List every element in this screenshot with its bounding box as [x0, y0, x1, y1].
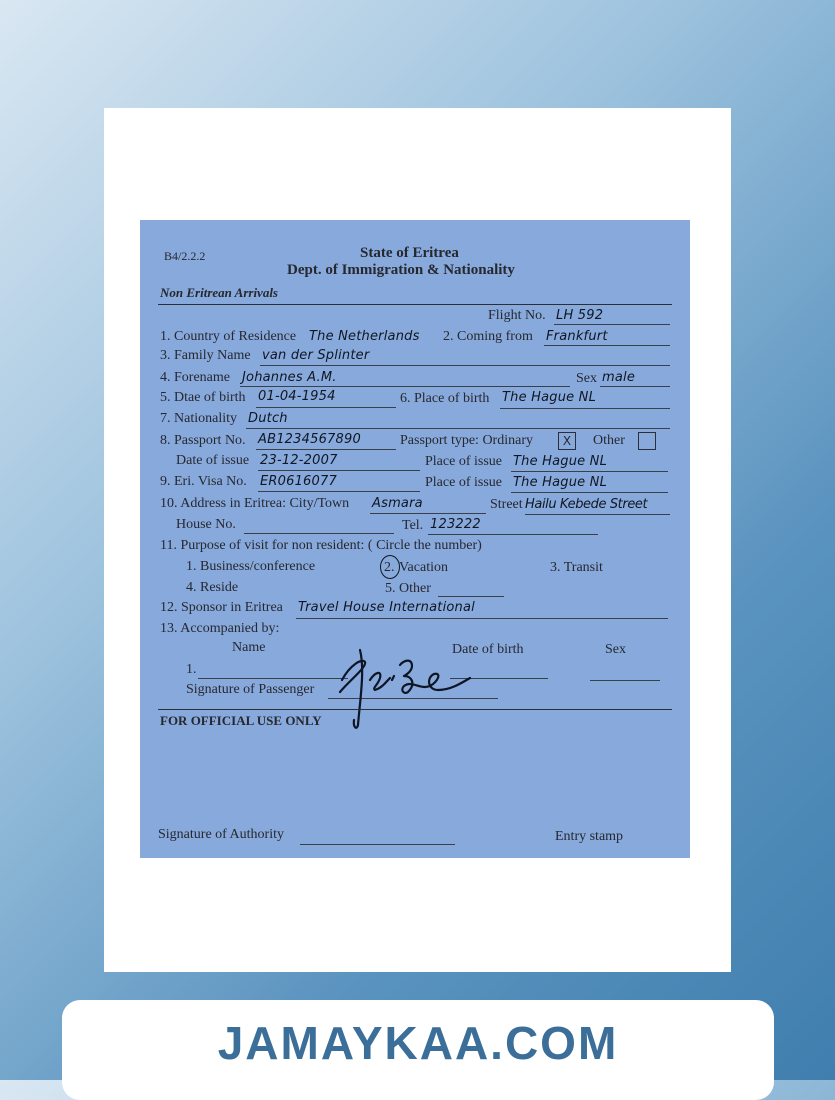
purpose-label: 11. Purpose of visit for non resident: ( Circle the number): [160, 538, 482, 553]
pob-line: [500, 408, 670, 409]
visa-value: ER0616077: [260, 474, 337, 489]
col-name-header: Name: [232, 640, 266, 655]
coming-label: 2. Coming from: [443, 329, 533, 344]
passport-line: [256, 449, 396, 450]
flight-value: LH 592: [556, 308, 604, 323]
other-purpose-line: [438, 596, 504, 597]
country-label: 1. Country of Residence: [160, 329, 297, 344]
place-issue-value: The Hague NL: [513, 454, 608, 469]
address-label: 10. Address in Eritrea: City/Town: [160, 496, 350, 511]
passport-label: 8. Passport No.: [160, 433, 246, 448]
official-rule: [158, 709, 672, 710]
passport-value: AB1234567890: [258, 432, 361, 447]
form-title-1: State of Eritrea: [360, 245, 459, 261]
place-issue2-line: [511, 492, 668, 493]
accompanied-label: 13. Accompanied by:: [160, 621, 280, 636]
arrival-form: [140, 220, 690, 858]
purpose-option-5[interactable]: 5. Other: [385, 581, 431, 596]
dob-line: [256, 407, 396, 408]
col-dob-header: Date of birth: [452, 642, 524, 657]
signature-label: Signature of Passenger: [186, 682, 315, 697]
place-issue2-label: Place of issue: [425, 475, 502, 490]
sex-line: [600, 386, 670, 387]
street-line: [525, 514, 670, 515]
forename-value: Johannes A.M.: [242, 370, 337, 385]
address-value: Asmara: [372, 496, 423, 511]
sponsor-line: [296, 618, 668, 619]
date-issue-label: Date of issue: [176, 453, 250, 468]
dob-value: 01-04-1954: [258, 389, 336, 404]
visa-label: 9. Eri. Visa No.: [160, 474, 247, 489]
pob-label: 6. Place of birth: [400, 391, 490, 406]
date-issue-value: 23-12-2007: [260, 453, 338, 468]
purpose-option-2-number[interactable]: 2.: [384, 560, 395, 575]
pob-value: The Hague NL: [502, 390, 597, 405]
date-issue-line: [258, 470, 420, 471]
street-value: Hailu Kebede Street: [525, 497, 648, 512]
flight-label: Flight No.: [488, 308, 546, 323]
family-value: van der Splinter: [262, 348, 370, 363]
header-rule: [158, 304, 672, 305]
form-code: B4/2.2.2: [164, 249, 206, 263]
country-value: The Netherlands: [309, 329, 420, 344]
purpose-option-3[interactable]: 3. Transit: [550, 560, 603, 575]
coming-line: [544, 345, 670, 346]
nationality-line: [246, 428, 670, 429]
flight-line: [554, 324, 670, 325]
form-subtitle: Non Eritrean Arrivals: [160, 285, 278, 300]
row-1-sex-line: [590, 680, 660, 681]
purpose-option-4[interactable]: 4. Reside: [186, 580, 239, 595]
nationality-value: Dutch: [248, 411, 288, 426]
tel-label: Tel.: [402, 518, 424, 533]
sponsor-value: Travel House International: [298, 600, 475, 615]
tel-value: 123222: [430, 517, 481, 532]
family-line: [260, 365, 670, 366]
site-name[interactable]: JAMAYKAA.COM: [217, 1017, 619, 1069]
other-checkbox[interactable]: [638, 432, 656, 450]
place-issue-label: Place of issue: [425, 454, 502, 469]
place-issue2-value: The Hague NL: [513, 475, 608, 490]
sponsor-label: 12. Sponsor in Eritrea: [160, 600, 283, 615]
house-line: [244, 533, 394, 534]
street-label: Street: [490, 497, 523, 512]
official-use-label: FOR OFFICIAL USE ONLY: [160, 713, 322, 728]
forename-line: [240, 386, 570, 387]
passport-type-label: Passport type: Ordinary: [400, 433, 533, 448]
place-issue-line: [511, 471, 668, 472]
coming-value: Frankfurt: [546, 329, 608, 344]
sex-value: male: [602, 370, 636, 385]
dob-label: 5. Dtae of birth: [160, 390, 246, 405]
sex-label: Sex: [576, 371, 597, 386]
authority-label: Signature of Authority: [158, 827, 284, 842]
address-line: [370, 513, 486, 514]
form-title-2: Dept. of Immigration & Nationality: [287, 262, 515, 278]
other-label: Other: [593, 433, 625, 448]
house-label: House No.: [176, 517, 236, 532]
purpose-option-1[interactable]: 1. Business/conference: [186, 559, 316, 574]
ordinary-checkbox[interactable]: X: [558, 432, 576, 450]
nationality-label: 7. Nationality: [160, 411, 237, 426]
passenger-signature: [320, 640, 480, 730]
footer-banner: [62, 1000, 774, 1100]
row-1-label: 1.: [186, 662, 197, 677]
forename-label: 4. Forename: [160, 370, 230, 385]
authority-line: [300, 844, 455, 845]
family-label: 3. Family Name: [160, 348, 251, 363]
tel-line: [428, 534, 598, 535]
purpose-option-2-text[interactable]: Vacation: [399, 560, 448, 575]
visa-line: [258, 491, 420, 492]
entry-stamp-label: Entry stamp: [555, 829, 624, 844]
col-sex-header: Sex: [605, 642, 626, 657]
